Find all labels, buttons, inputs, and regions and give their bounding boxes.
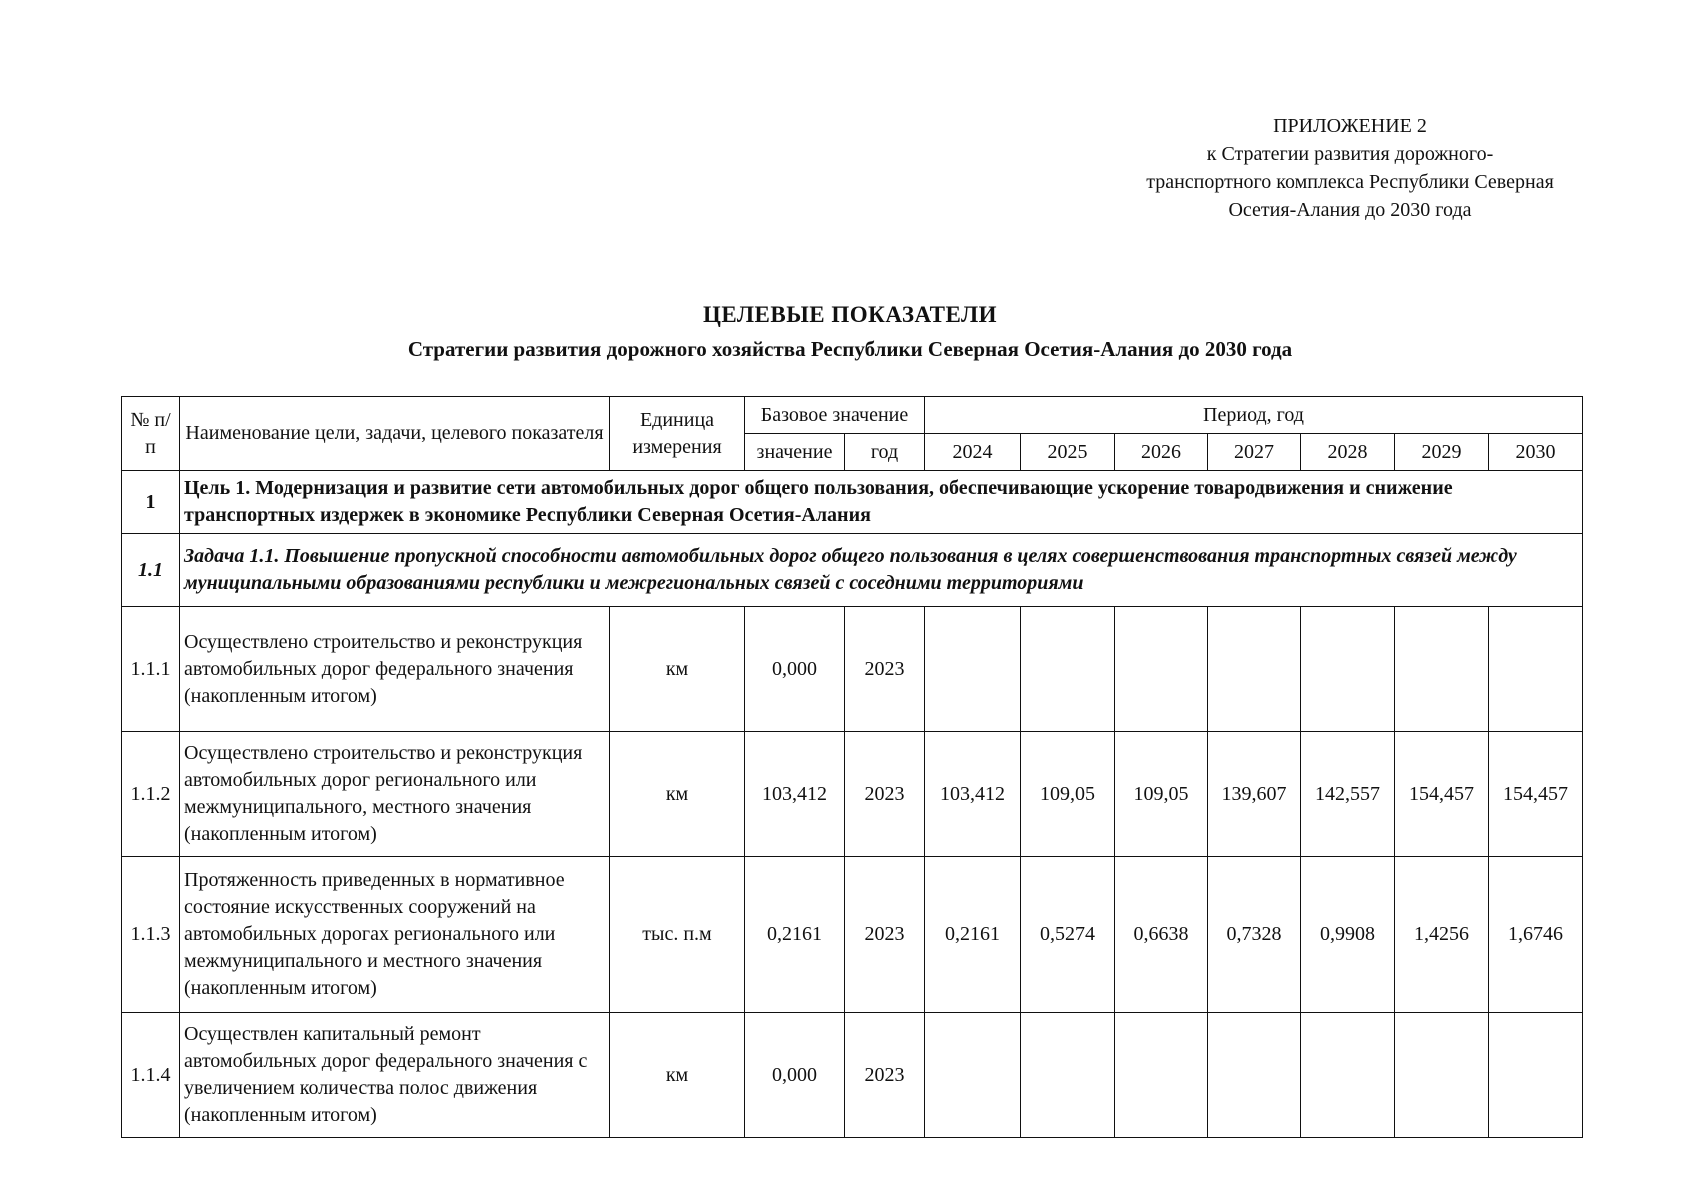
row-base-year: 2023 — [845, 857, 925, 1013]
row-base-year: 2023 — [845, 607, 925, 732]
row-value-2029 — [1395, 607, 1489, 732]
header-unit: Единица измерения — [610, 397, 745, 471]
appendix-line-2: транспортного комплекса Республики Северная — [1146, 171, 1554, 193]
row-num: 1.1.2 — [122, 732, 180, 857]
row-name: Осуществлен капитальный ремонт автомобильных дорог федерального значения с увеличением количества полос движения (накопленным итогом) — [180, 1013, 610, 1138]
task-text: Задача 1.1. Повышение пропускной способности автомобильных дорог общего пользования в целях совершенствования транспортных связей между муниципальными образованиями республики и межрегиональных связей с соседними территориями — [180, 534, 1583, 607]
row-value-2024: 103,412 — [925, 732, 1021, 857]
row-value-2030: 1,6746 — [1489, 857, 1583, 1013]
header-name: Наименование цели, задачи, целевого показателя — [180, 397, 610, 471]
row-unit: км — [610, 732, 745, 857]
row-value-2026 — [1115, 1013, 1208, 1138]
appendix-number: ПРИЛОЖЕНИЕ 2 — [1273, 115, 1427, 137]
header-year-2029: 2029 — [1395, 434, 1489, 471]
row-value-2025: 0,5274 — [1021, 857, 1115, 1013]
row-value-2024 — [925, 1013, 1021, 1138]
goal-text: Цель 1. Модернизация и развитие сети автомобильных дорог общего пользования, обеспечивающие ускорение товародвижения и снижение транспортных издержек в экономике Республики Северная Осетия-Алания — [180, 471, 1583, 534]
goal-row — [122, 471, 1583, 534]
row-value-2028: 0,9908 — [1301, 857, 1395, 1013]
appendix-header — [1110, 112, 1590, 224]
row-unit: тыс. п.м — [610, 857, 745, 1013]
document-title — [120, 298, 1580, 366]
indicators-table — [121, 396, 1583, 1138]
table-row — [122, 607, 1583, 732]
row-value-2027: 0,7328 — [1208, 857, 1301, 1013]
header-year-2025: 2025 — [1021, 434, 1115, 471]
row-name: Осуществлено строительство и реконструкция автомобильных дорог регионального или межмуниципального, местного значения (накопленным итогом) — [180, 732, 610, 857]
row-value-2027: 139,607 — [1208, 732, 1301, 857]
task-row — [122, 534, 1583, 607]
header-year-2024: 2024 — [925, 434, 1021, 471]
row-value-2029: 154,457 — [1395, 732, 1489, 857]
row-value-2027 — [1208, 1013, 1301, 1138]
task-num: 1.1 — [122, 534, 180, 607]
row-value-2025 — [1021, 1013, 1115, 1138]
row-value-2025: 109,05 — [1021, 732, 1115, 857]
header-base-value: значение — [745, 434, 845, 471]
row-value-2028 — [1301, 1013, 1395, 1138]
row-base-year: 2023 — [845, 732, 925, 857]
header-base-year: год — [845, 434, 925, 471]
row-base-year: 2023 — [845, 1013, 925, 1138]
row-value-2028: 142,557 — [1301, 732, 1395, 857]
header-year-2027: 2027 — [1208, 434, 1301, 471]
row-base-value: 0,000 — [745, 1013, 845, 1138]
row-name: Протяженность приведенных в нормативное состояние искусственных сооружений на автомобильных дорогах регионального или межмуниципального и местного значения (накопленным итогом) — [180, 857, 610, 1013]
row-num: 1.1.4 — [122, 1013, 180, 1138]
appendix-line-3: Осетия-Алания до 2030 года — [1228, 199, 1472, 221]
row-value-2026: 0,6638 — [1115, 857, 1208, 1013]
row-value-2024: 0,2161 — [925, 857, 1021, 1013]
header-period: Период, год — [925, 397, 1583, 434]
row-unit: км — [610, 607, 745, 732]
row-value-2027 — [1208, 607, 1301, 732]
row-value-2029: 1,4256 — [1395, 857, 1489, 1013]
row-value-2026 — [1115, 607, 1208, 732]
row-value-2029 — [1395, 1013, 1489, 1138]
table-row — [122, 732, 1583, 857]
row-value-2028 — [1301, 607, 1395, 732]
header-row-1 — [122, 397, 1583, 434]
row-value-2025 — [1021, 607, 1115, 732]
header-base: Базовое значение — [745, 397, 925, 434]
header-year-2030: 2030 — [1489, 434, 1583, 471]
row-value-2024 — [925, 607, 1021, 732]
row-value-2030 — [1489, 607, 1583, 732]
table-row — [122, 857, 1583, 1013]
row-base-value: 0,2161 — [745, 857, 845, 1013]
title-main: ЦЕЛЕВЫЕ ПОКАЗАТЕЛИ — [702, 302, 998, 327]
row-base-value: 103,412 — [745, 732, 845, 857]
goal-num: 1 — [122, 471, 180, 534]
row-num: 1.1.1 — [122, 607, 180, 732]
row-value-2026: 109,05 — [1115, 732, 1208, 857]
row-base-value: 0,000 — [745, 607, 845, 732]
header-year-2028: 2028 — [1301, 434, 1395, 471]
row-unit: км — [610, 1013, 745, 1138]
row-value-2030 — [1489, 1013, 1583, 1138]
header-num: № п/п — [122, 397, 180, 471]
title-sub: Стратегии развития дорожного хозяйства Республики Северная Осетия-Алания до 2030 года — [407, 337, 1293, 361]
appendix-line-1: к Стратегии развития дорожного- — [1206, 143, 1494, 165]
header-year-2026: 2026 — [1115, 434, 1208, 471]
row-name: Осуществлено строительство и реконструкция автомобильных дорог федерального значения (накопленным итогом) — [180, 607, 610, 732]
row-value-2030: 154,457 — [1489, 732, 1583, 857]
table-row — [122, 1013, 1583, 1138]
row-num: 1.1.3 — [122, 857, 180, 1013]
